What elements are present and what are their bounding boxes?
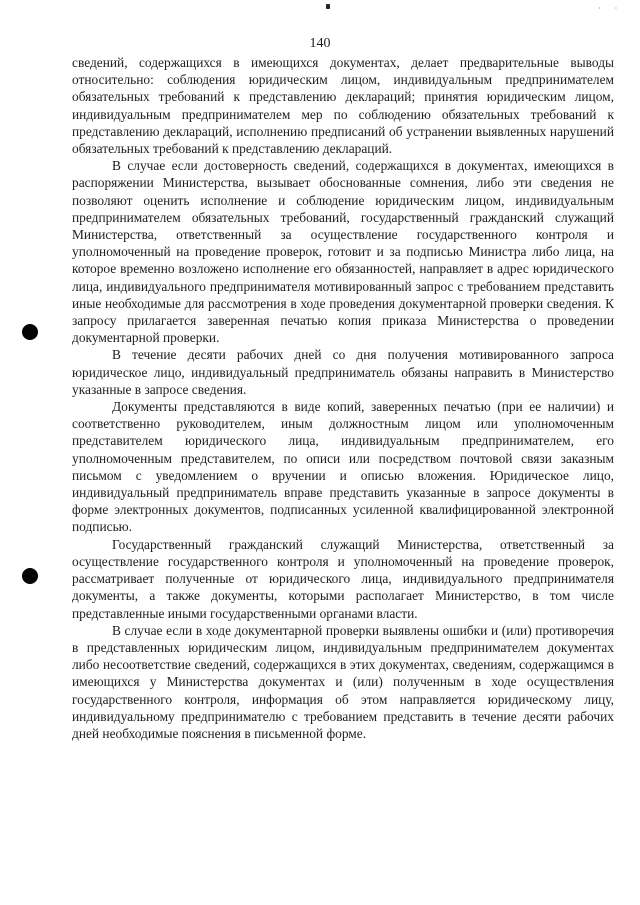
paragraph-continuation: сведений, содержащихся в имеющихся документах, делает предварительные выводы относительно: соблюдения юридическим лицом, индивидуальным предпринимателем обязательных требований к представлению деклараций; принятия юридическим лицом, индивидуальным предпринимателем мер по соблюдению обязательных требований к представлению деклараций, исполнению предписаний об устранении выявленных нарушений обязательных требований к представлению деклараций. [72,55,614,157]
page-number: 140 [309,36,331,51]
punch-hole-upper [22,324,38,340]
paragraph-document-submission: Документы представляются в виде копий, заверенных печатью (при ее наличии) и соответственно руководителем, иным должностным лицом или уполномоченным представителем юридического лица, индивидуальным предпринимателем, его уполномоченным представителем, по описи или посредством почтовой связи заказным письмом с уведомлением о вручении и описью вложения. Юридическое лицо, индивидуальный предприниматель вправе представить указанные в запросе документы в форме электронных документов, подписанных усиленной квалифицированной электронной подписью. [72,399,614,535]
corner-scan-dots: · · [598,4,624,13]
document-body [72,54,614,742]
paragraph-doubtful-information: В случае если достоверность сведений, содержащихся в документах, имеющихся в распоряжении Министерства, вызывает обоснованные сомнения, либо эти сведения не позволяют оценить исполнение и соблюдение юридическим лицом, индивидуальным предпринимателем обязательных требований, государственный гражданский служащий Министерства, ответственный за осуществление государственного контроля и уполномоченный на проведение проверок, готовит и за подписью Министра либо лица, на которое временно возложено исполнение его обязанностей, направляет в адрес юридического лица, индивидуального предпринимателя мотивированный запрос с требованием представить иные необходимые для рассмотрения в ходе проведения документарной проверки сведения. К запросу прилагается заверенная печатью копия приказа Министерства о проведении документарной проверки. [72,158,614,346]
paragraph-response-deadline: В течение десяти рабочих дней со дня получения мотивированного запроса юридическое лицо, индивидуальный предприниматель обязаны направить в Министерство указанные в запросе сведения. [72,347,614,397]
paragraph-document-review: Государственный гражданский служащий Министерства, ответственный за осуществление государственного контроля и уполномоченный на проведение проверок, рассматривает полученные от юридического лица, индивидуального предпринимателя документы, а также документы, которыми располагает Министерство, в том числе представленные иными государственными органами власти. [72,536,614,621]
punch-hole-lower [22,568,38,584]
paragraph-errors-found: В случае если в ходе документарной проверки выявлены ошибки и (или) противоречия в представленных юридическим лицом, индивидуальным предпринимателем документах либо несоответствие сведений, содержащихся в этих документах, сведениям, содержащимся в имеющихся у Министерства документах и (или) полученным в ходе осуществления государственного контроля, информация об этом направляется юридическому лицу, индивидуальному предпринимателю с требованием представить в течение десяти рабочих дней необходимые пояснения в письменной форме. [72,622,614,741]
top-scan-mark [326,4,330,9]
